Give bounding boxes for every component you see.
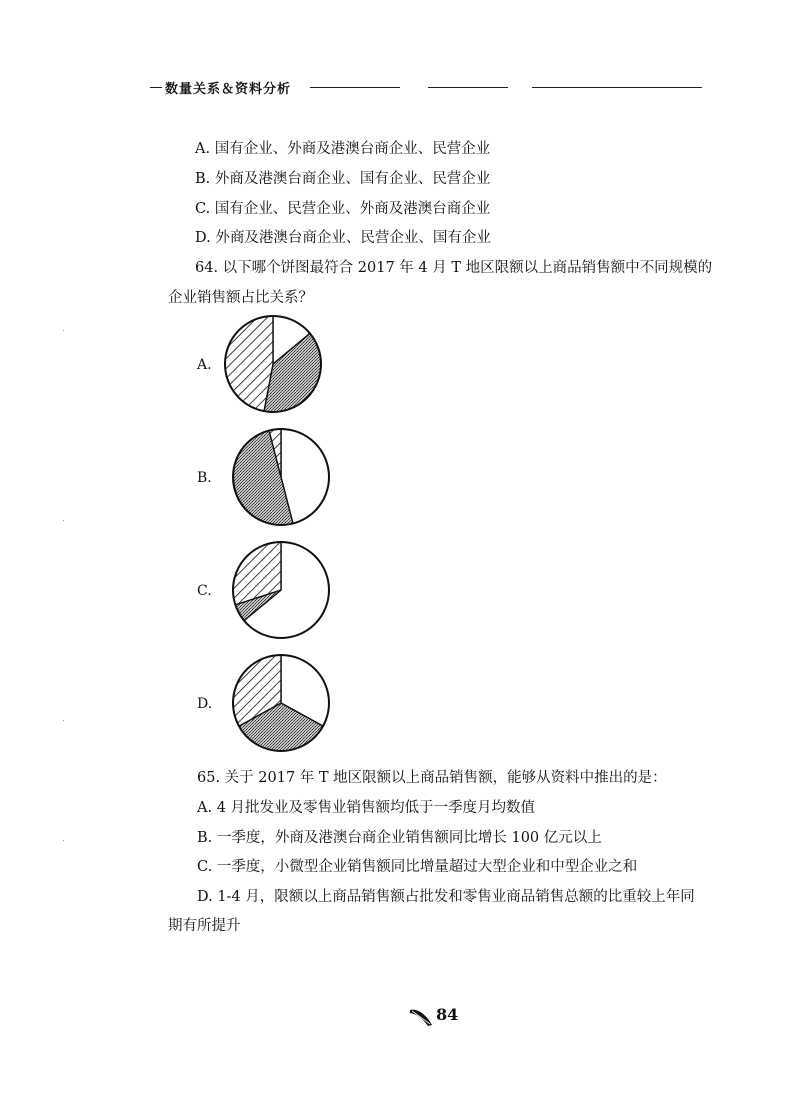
page-number: 84 — [436, 1005, 459, 1024]
q65-stem: 65. 关于 2017 年 T 地区限额以上商品销售额，能够从资料中推出的是： — [197, 770, 667, 786]
q65-option-c: C. 一季度，小微型企业销售额同比增量超过大型企业和中型企业之和 — [197, 859, 638, 875]
pie-a-label: A. — [197, 357, 212, 373]
pie-b-label: B. — [197, 470, 212, 486]
running-header: 数量关系＆资料分析 — [165, 82, 292, 97]
q65-option-d-line2: 期有所提升 — [168, 918, 241, 934]
q65-option-a: A. 4 月批发业及零售业销售额均低于一季度月均数值 — [197, 800, 536, 816]
q64-stem-line2: 企业销售额占比关系？ — [168, 290, 313, 306]
pie-slice-hatch — [225, 316, 273, 411]
q63-option-c: C. 国有企业、民营企业、外商及港澳台商企业 — [195, 201, 491, 217]
q63-option-a: A. 国有企业、外商及港澳台商企业、民营企业 — [195, 141, 491, 157]
q65-option-b: B. 一季度，外商及港澳台商企业销售额同比增长 100 亿元以上 — [197, 830, 602, 846]
pie-chart-c — [233, 542, 329, 638]
q63-option-b: B. 外商及港澳台商企业、国有企业、民营企业 — [195, 171, 491, 187]
pie-chart-a — [225, 316, 321, 412]
q64-stem-line1: 64. 以下哪个饼图最符合 2017 年 4 月 T 地区限额以上商品销售额中不同规模的 — [195, 260, 713, 276]
pie-chart-d — [233, 655, 329, 751]
pie-c-label: C. — [197, 583, 212, 599]
feather-icon — [408, 1006, 434, 1028]
q63-option-d: D. 外商及港澳台商企业、民营企业、国有企业 — [195, 230, 491, 246]
pie-d-label: D. — [197, 696, 213, 712]
pie-chart-b — [233, 429, 329, 525]
q65-option-d-line1: D. 1-4 月，限额以上商品销售额占批发和零售业商品销售总额的比重较上年同 — [197, 889, 695, 905]
